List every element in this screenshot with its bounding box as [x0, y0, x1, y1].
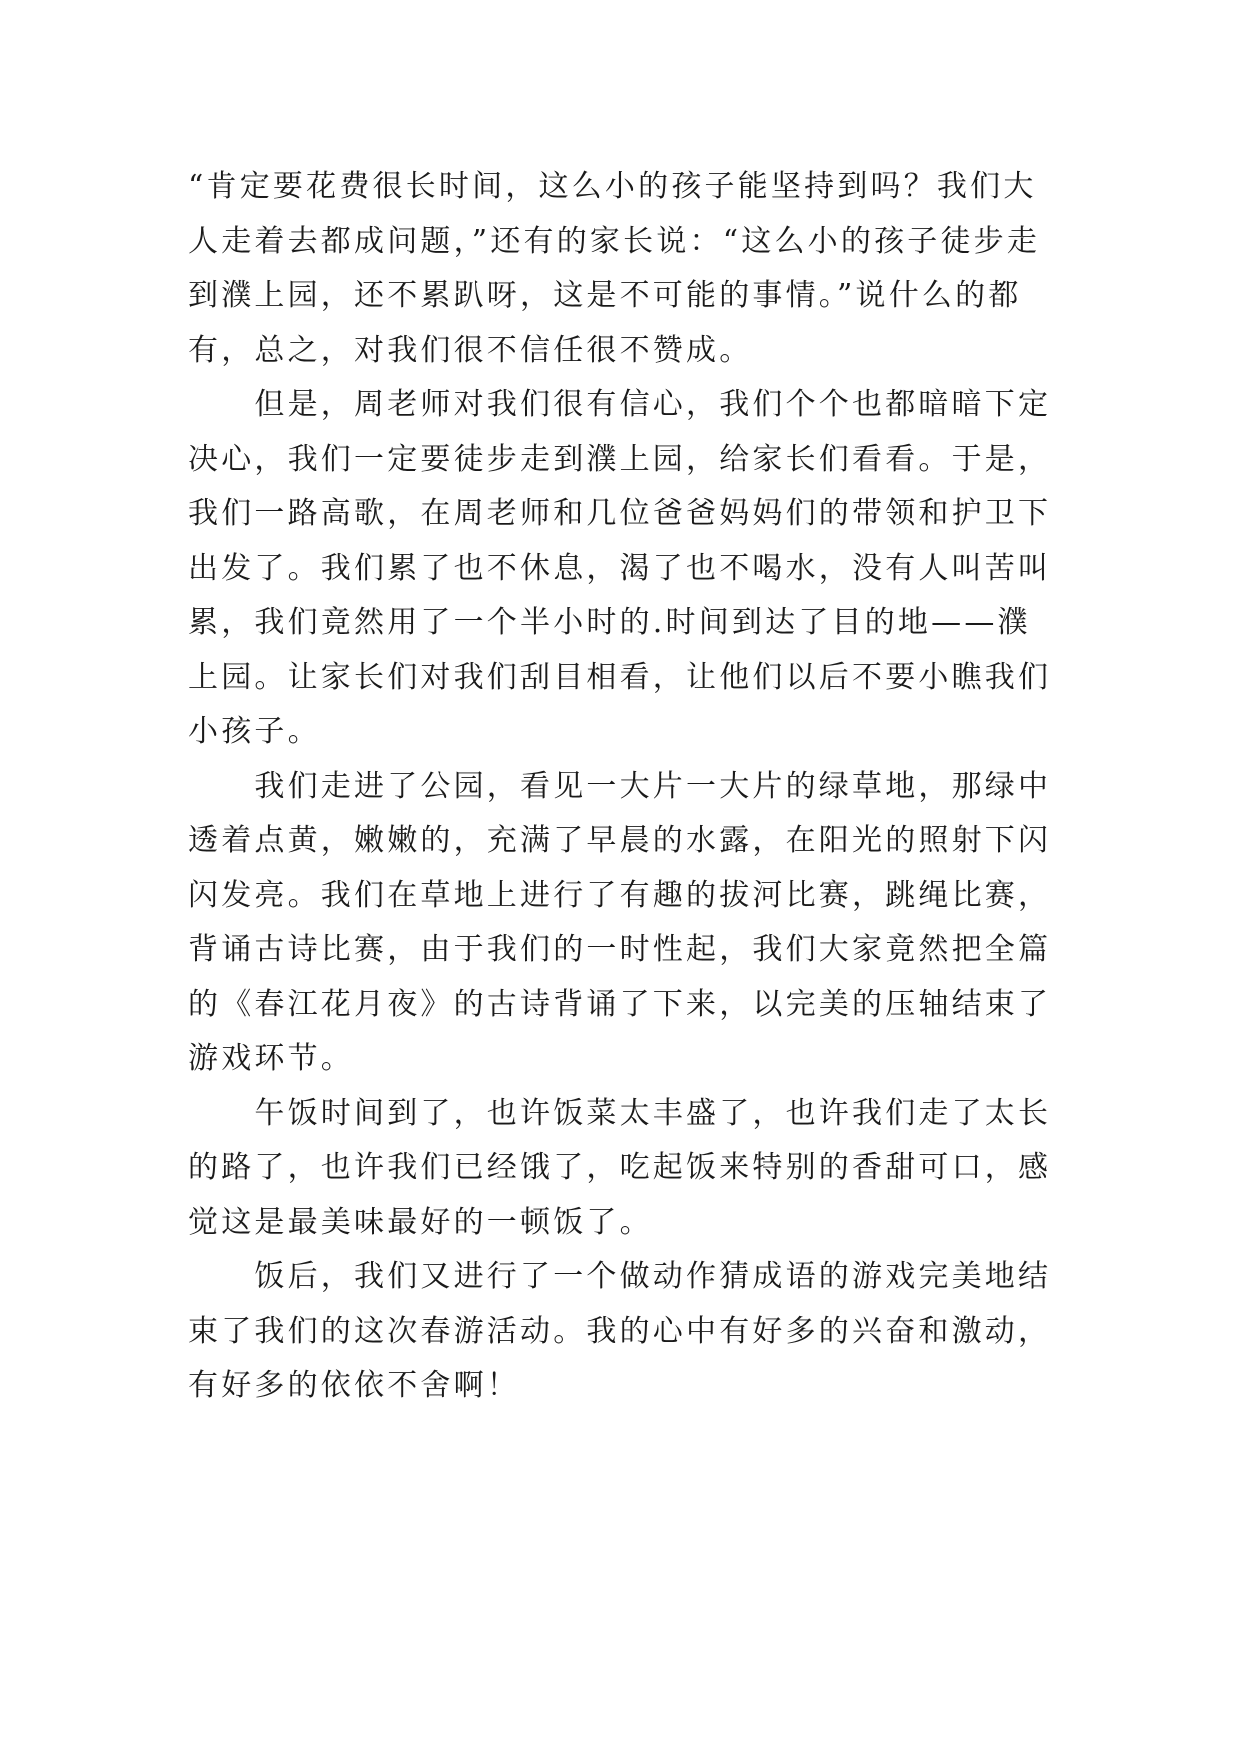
text-line: 有，总之，对我们很不信任很不赞成。: [188, 332, 753, 368]
text-line: 有好多的依依不舍啊！: [188, 1368, 520, 1403]
text-line: 的路了，也许我们已经饿了，吃起饭来特别的香甜可口，感: [188, 1150, 1052, 1185]
paragraph-1: [188, 160, 1050, 378]
paragraph-4: [188, 1087, 1050, 1251]
paragraph-5: [188, 1250, 1050, 1414]
text-line: 但是，周老师对我们很有信心，我们个个也都暗暗下定: [188, 387, 1052, 422]
document-body: [188, 160, 1050, 1414]
text-line: 背诵古诗比赛，由于我们的一时性起，我们大家竟然把全篇: [188, 932, 1052, 967]
text-line: 觉这是最美味最好的一顿饭了。: [188, 1204, 653, 1240]
text-line: 上园。让家长们对我们刮目相看，让他们以后不要小瞧我们: [188, 659, 1052, 695]
text-line: 到濮上园，还不累趴呀，这是不可能的事情。”说什么的都: [188, 278, 1022, 313]
text-line: 我们走进了公园，看见一大片一大片的绿草地，那绿中: [188, 768, 1052, 804]
text-line: 透着点黄，嫩嫩的，充满了早晨的水露，在阳光的照射下闪: [188, 823, 1052, 858]
text-line: 小孩子。: [188, 714, 321, 749]
text-line: 游戏环节。: [188, 1041, 354, 1076]
text-line: 午饭时间到了，也许饭菜太丰盛了，也许我们走了太长: [188, 1095, 1052, 1131]
text-line: “肯定要花费很长时间，这么小的孩子能坚持到吗？我们大: [188, 169, 1037, 204]
text-line: 闪发亮。我们在草地上进行了有趣的拔河比赛，跳绳比赛，: [188, 877, 1052, 913]
text-line: 决心，我们一定要徒步走到濮上园，给家长们看看。于是，: [188, 441, 1052, 477]
text-line: 出发了。我们累了也不休息，渴了也不喝水，没有人叫苦叫: [188, 550, 1052, 586]
paragraph-3: [188, 760, 1050, 1087]
text-line: 饭后，我们又进行了一个做动作猜成语的游戏完美地结: [188, 1259, 1052, 1294]
text-line: 我们一路高歌，在周老师和几位爸爸妈妈们的带领和护卫下: [188, 496, 1052, 531]
text-line: 束了我们的这次春游活动。我的心中有好多的兴奋和激动，: [188, 1313, 1052, 1349]
text-line: 人走着去都成问题，”还有的家长说：“这么小的孩子徒步走: [188, 223, 1041, 259]
text-line: 累，我们竟然用了一个半小时的.时间到达了目的地——濮: [188, 605, 1031, 640]
text-line: 的《春江花月夜》的古诗背诵了下来，以完美的压轴结束了: [188, 986, 1052, 1022]
paragraph-2: [188, 378, 1050, 760]
